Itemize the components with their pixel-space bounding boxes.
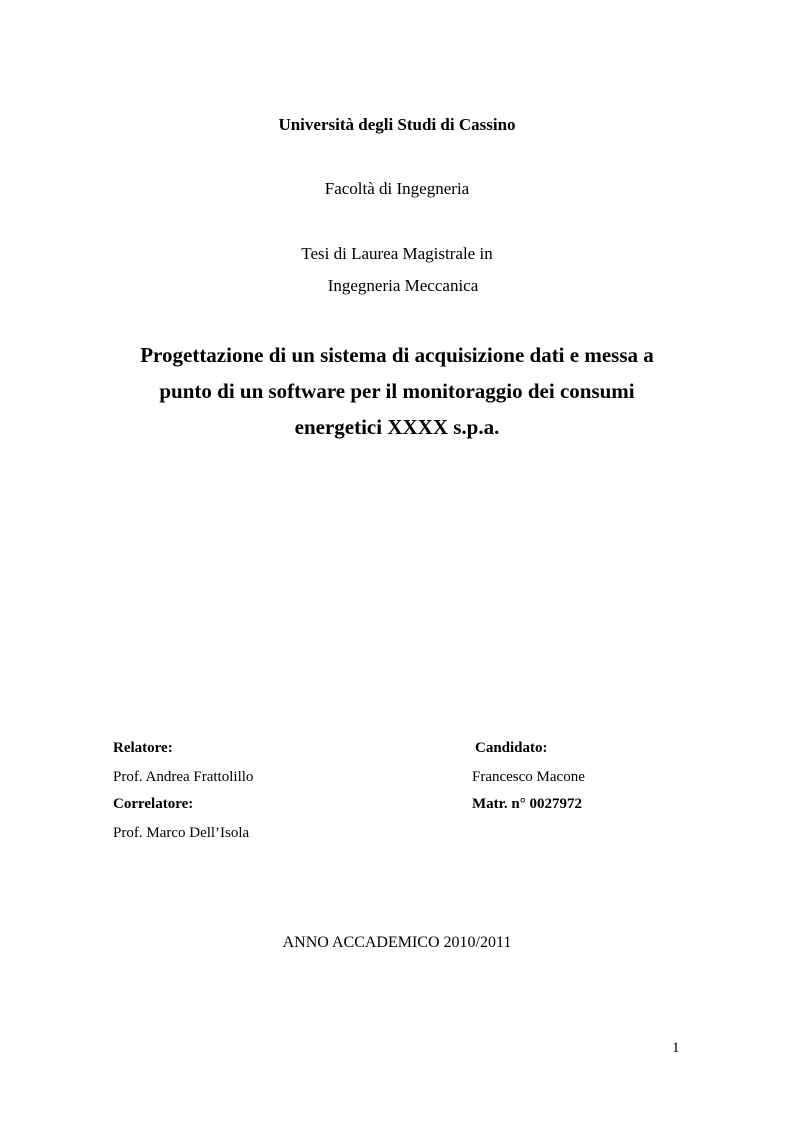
relatore-name: Prof. Andrea Frattolillo [113,769,254,785]
thesis-course: Ingegneria Meccanica [327,276,479,295]
thesis-title [0,337,794,445]
relatore-label: Relatore: [113,740,173,756]
thesis-title-line: energetici XXXX s.p.a. [294,415,500,439]
faculty-name: Facoltà di Ingegneria [324,179,470,198]
thesis-title-line: Progettazione di un sistema di acquisizione dati e messa a [140,343,654,367]
candidato-name: Francesco Macone [472,769,585,785]
academic-year: ANNO ACCADEMICO 2010/2011 [282,934,512,951]
university-name: Università degli Studi di Cassino [278,115,516,134]
correlatore-label: Correlatore: [113,796,194,812]
thesis-title-line: punto di un software per il monitoraggio dei consumi [159,379,635,403]
thesis-type: Tesi di Laurea Magistrale in [301,244,493,263]
matricola-number: Matr. n° 0027972 [472,796,583,812]
page-number: 1 [672,1040,680,1056]
correlatore-name: Prof. Marco Dell’Isola [113,825,250,841]
candidato-label: Candidato: [475,740,548,756]
